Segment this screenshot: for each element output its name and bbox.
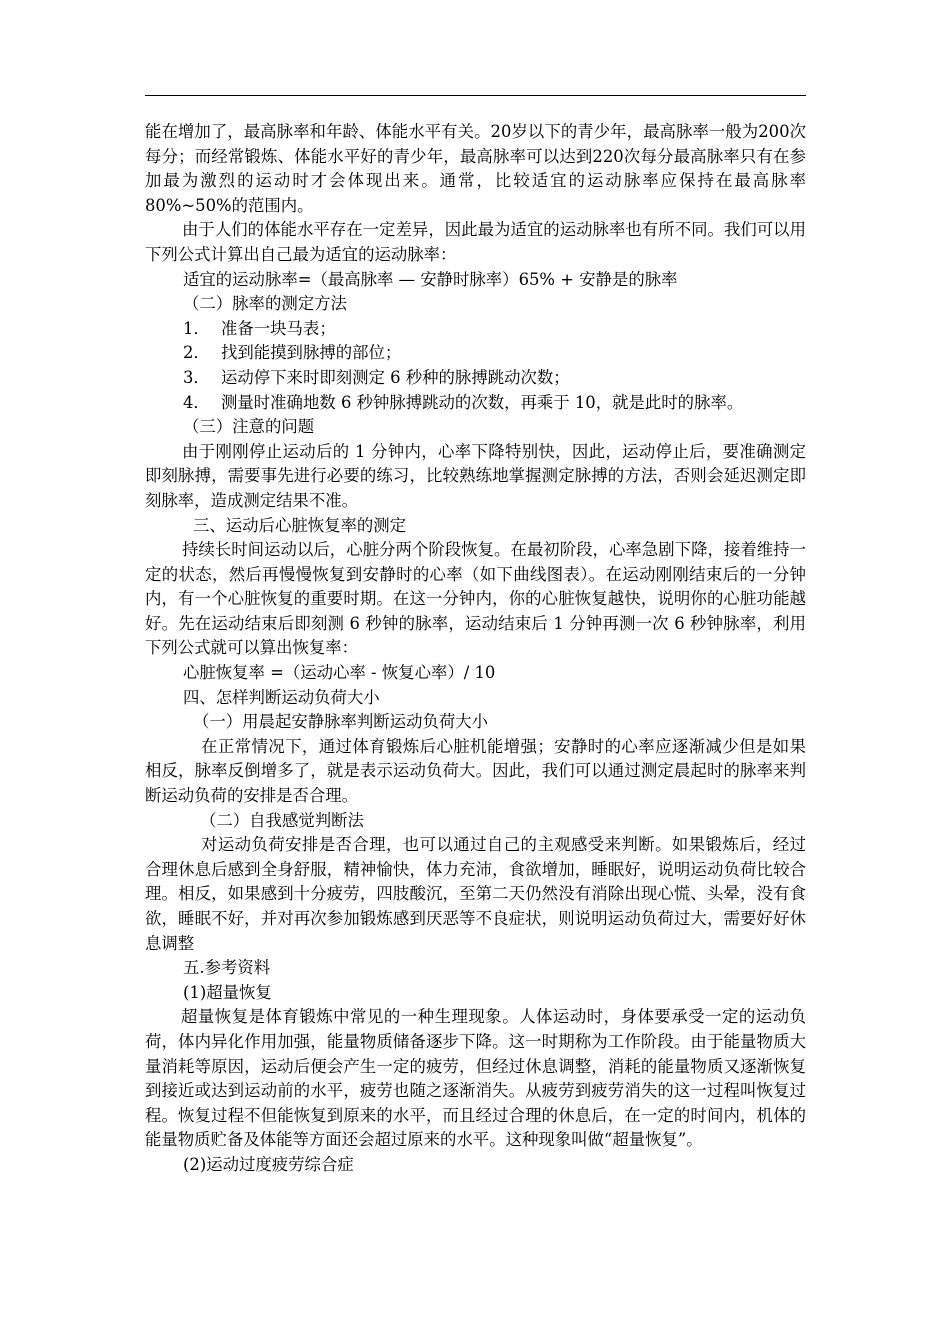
heading-section-4-2: （二）自我感觉判断法 — [200, 810, 364, 830]
step-text: 准备一块马表； — [221, 318, 336, 338]
step-text: 运动停下来时即刻测定 6 秒种的脉搏跳动次数； — [221, 367, 570, 387]
heading-notes: （三）注意的问题 — [183, 417, 315, 437]
step-item — [145, 391, 806, 416]
step-item — [145, 341, 806, 366]
header-rule — [145, 95, 806, 96]
step-text: 测量时准确地数 6 秒钟脉搏跳动的次数，再乘于 10，就是此时的脉率。 — [221, 392, 744, 412]
step-text: 找到能摸到脉搏的部位； — [221, 343, 402, 363]
heading-section-4: 四、怎样判断运动负荷大小 — [183, 687, 380, 707]
heading-section-5: 五.参考资料 — [183, 958, 271, 978]
document-body — [145, 120, 806, 1178]
heading-section-3: 三、运动后心脏恢复率的测定 — [193, 515, 407, 535]
heading-measure-method: （二）脉率的测定方法 — [183, 294, 347, 314]
formula-suitable-rate: 适宜的运动脉率=（最高脉率 — 安静时脉率）65% + 安静是的脉率 — [183, 269, 678, 289]
paragraph-self-feeling: 对运动负荷安排是否合理，也可以通过自己的主观感受来判断。如果锻炼后，经过合理休息后感到全身舒服，精神愉快，体力充沛，食欲增加，睡眠好，说明运动负荷比较合理。相反，如果感到十分疲劳，四肢酸沉，至第二天仍然没有消除出现心慌、头晕，没有食欲，睡眠不好，并对再次参加锻炼感到厌恶等不良症状，则说明运动负荷过大，需要好好休息调整 — [145, 835, 806, 953]
formula-recovery-rate: 心脏恢复率 =（运动心率 - 恢复心率）/ 10 — [183, 663, 496, 683]
step-item — [145, 366, 806, 391]
paragraph-fitness-difference: 由于人们的体能水平存在一定差异，因此最为适宜的运动脉率也有所不同。我们可以用下列公式计算出自己最为适宜的运动脉率： — [145, 220, 806, 264]
paragraph-notes: 由于刚刚停止运动后的 1 分钟内，心率下降特别快，因此，运动停止后，要准确测定即刻脉搏，需要事先进行必要的练习，比较熟练地掌握测定脉搏的方法，否则会延迟测定即刻脉率，造成测定结果不准。 — [145, 441, 806, 510]
step-number: 1． — [183, 318, 210, 338]
paragraph-supercompensation: 超量恢复是体育锻炼中常见的一种生理现象。人体运动时，身体要承受一定的运动负荷，体内异化作用加强，能量物质储备逐步下降。这一时期称为工作阶段。由于能量物质大量消耗等原因，运动后便会产生一定的疲劳，但经过休息调整，消耗的能量物质又逐渐恢复到接近或达到运动前的水平，疲劳也随之逐渐消失。从疲劳到疲劳消失的这一过程叫恢复过程。恢复过程不但能恢复到原来的水平，而且经过合理的休息后，在一定的时间内，机体的能量物质贮备及体能等方面还会超过原来的水平。这种现象叫做“超量恢复”。 — [145, 1007, 806, 1150]
paragraph-morning-pulse: 在正常情况下，通过体育锻炼后心脏机能增强；安静时的心率应逐渐减少但是如果相反，脉率反倒增多了，就是表示运动负荷大。因此，我们可以通过测定晨起时的脉率来判断运动负荷的安排是否合理。 — [145, 736, 806, 806]
heading-overtraining: (2)运动过度疲劳综合症 — [183, 1154, 354, 1174]
step-item — [145, 317, 806, 342]
heading-supercompensation: (1)超量恢复 — [183, 982, 272, 1002]
step-number: 3． — [183, 367, 210, 387]
heading-section-4-1: （一）用晨起安静脉率判断运动负荷大小 — [193, 712, 489, 732]
step-number: 4． — [183, 392, 210, 412]
step-number: 2． — [183, 343, 210, 363]
paragraph-max-heart-rate: 能在增加了，最高脉率和年龄、体能水平有关。20岁以下的青少年，最高脉率一般为200次每分；而经常锻炼、体能水平好的青少年，最高脉率可以达到220次每分最高脉率只有在参加最为激烈的运动时才会体现出来。通常，比较适宜的运动脉率应保持在最高脉率80%~50%的范围内。 — [145, 122, 806, 215]
paragraph-recovery: 持续长时间运动以后，心脏分两个阶段恢复。在最初阶段，心率急剧下降，接着维持一定的状态，然后再慢慢恢复到安静时的心率（如下曲线图表）。在运动刚刚结束后的一分钟内，有一个心脏恢复的重要时期。在这一分钟内，你的心脏恢复越快，说明你的心脏功能越好。先在运动结束后即刻测 6 秒钟的脉率，运动结束后 1 分钟再测一次 6 秒钟脉率，利用下列公式就可以算出恢复率： — [145, 540, 806, 658]
